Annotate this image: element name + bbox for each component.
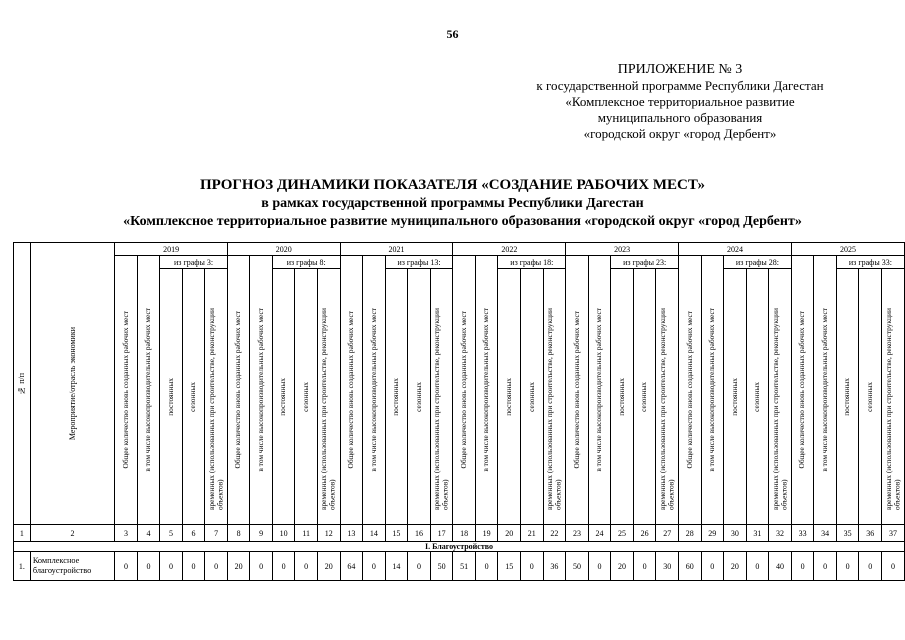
column-number: 4 [137,525,159,542]
column-number: 10 [272,525,295,542]
seasonal-jobs-header [859,269,882,525]
column-number: 30 [724,525,747,542]
permanent-jobs-header-text: постоянных [503,377,513,416]
temporary-jobs-header-text: временных (использованных при строительстве, реконструкции объектов) [544,307,563,510]
temporary-jobs-header-text: временных (использованных при строительстве, реконструкции объектов) [883,307,901,510]
column-number: 6 [182,525,205,542]
seasonal-jobs-header [182,269,205,525]
permanent-jobs-header-text: постоянных [278,377,288,416]
title-line: ПРОГНОЗ ДИНАМИКИ ПОКАЗАТЕЛЯ «СОЗДАНИЕ РАБОЧИХ МЕСТ» [199,177,706,193]
temporary-jobs-header [205,269,228,525]
seasonal-jobs-header-text: сезонных [526,381,536,412]
year-header: 2023 [566,243,679,256]
appendix-line: «Комплексное территориальное развитие [565,94,795,109]
temporary-jobs-header-text: временных (использованных при строительстве, реконструкции объектов) [319,307,337,510]
row-value: 14 [385,552,408,581]
permanent-jobs-header [272,269,295,525]
temporary-jobs-header-text: временных (использованных при строительстве, реконструкции объектов) [432,307,450,510]
permanent-jobs-header [724,269,747,525]
total-jobs-header-text: Общее количество вновь созданных рабочих мест [797,311,807,469]
column-number: 12 [317,525,340,542]
permanent-jobs-header-text: постоянных [842,377,852,416]
total-jobs-header-text: Общее количество вновь созданных рабочих мест [233,311,243,469]
column-number: 5 [160,525,183,542]
column-number: 26 [633,525,656,542]
column-number: 11 [295,525,318,542]
column-number: 1 [14,525,31,542]
seasonal-jobs-header-text: сезонных [188,381,198,412]
column-number: 20 [498,525,521,542]
high-jobs-header-text: в том числе высокопроизводительных рабочих мест [594,308,604,472]
permanent-jobs-header-text: постоянных [616,377,626,416]
from-column-header: из графы 28: [724,256,792,269]
seasonal-jobs-header [746,269,769,525]
temporary-jobs-header [881,269,904,525]
from-column-header: из графы 3: [160,256,228,269]
total-jobs-header-text: Общее количество вновь созданных рабочих мест [120,311,130,469]
total-jobs-header [115,256,137,525]
total-jobs-header-text: Общее количество вновь созданных рабочих мест [346,311,356,469]
row-value: 0 [520,552,543,581]
high-jobs-header [475,256,497,525]
total-jobs-header [340,256,362,525]
seasonal-jobs-header-text: сезонных [639,381,649,412]
row-value: 0 [881,552,904,581]
column-number: 37 [881,525,904,542]
row-value: 0 [814,552,836,581]
seasonal-jobs-header [633,269,656,525]
row-value: 20 [227,552,249,581]
row-value: 0 [295,552,318,581]
high-jobs-header-text: в том числе высокопроизводительных рабочих мест [143,308,153,472]
column-number: 3 [115,525,137,542]
year-header: 2019 [115,243,228,256]
column-number: 9 [250,525,272,542]
high-jobs-header-text: в том числе высокопроизводительных рабочих мест [707,308,717,472]
temporary-jobs-header [656,269,679,525]
column-number: 15 [385,525,408,542]
column-number: 21 [520,525,543,542]
row-value: 0 [115,552,137,581]
total-jobs-header [453,256,475,525]
row-value: 0 [746,552,769,581]
permanent-jobs-header [160,269,183,525]
col-name-header-text: Мероприятие/отрасль экономики [68,326,78,441]
row-value: 0 [633,552,656,581]
row-value: 0 [408,552,431,581]
total-jobs-header [791,256,813,525]
high-jobs-header-text: в том числе высокопроизводительных рабочих мест [819,308,829,472]
column-number: 31 [746,525,769,542]
total-jobs-header-text: Общее количество вновь созданных рабочих мест [458,311,468,469]
row-value: 0 [160,552,183,581]
temporary-jobs-header [317,269,340,525]
column-number: 32 [769,525,792,542]
column-number: 14 [363,525,385,542]
row-value: 36 [543,552,566,581]
temporary-jobs-header-text: временных (использованных при строительстве, реконструкции объектов) [770,307,789,510]
high-jobs-header-text: в том числе высокопроизводительных рабочих мест [368,308,378,472]
high-jobs-header [588,256,610,525]
section-title: I. Благоустройство [14,542,905,552]
from-column-header: из графы 23: [611,256,679,269]
row-value: 51 [453,552,475,581]
column-number: 29 [701,525,723,542]
row-value: 0 [836,552,859,581]
row-value: 30 [656,552,679,581]
seasonal-jobs-header [408,269,431,525]
column-number: 18 [453,525,475,542]
column-number: 23 [566,525,588,542]
from-column-header: из графы 13: [385,256,453,269]
row-value: 60 [679,552,701,581]
seasonal-jobs-header-text: сезонных [413,381,423,412]
row-value: 50 [430,552,453,581]
row-value: 64 [340,552,362,581]
year-header: 2020 [227,243,340,256]
high-jobs-header [814,256,836,525]
row-value: 40 [769,552,792,581]
appendix-line: «городской округ «город Дербент» [583,126,777,141]
seasonal-jobs-header-text: сезонных [300,381,310,412]
row-value: 15 [498,552,521,581]
high-jobs-header-text: в том числе высокопроизводительных рабочих мест [255,308,265,472]
from-column-header: из графы 18: [498,256,566,269]
column-number: 16 [408,525,431,542]
row-value: 0 [791,552,813,581]
temporary-jobs-header [543,269,566,525]
col-num-header-text: № п/п [17,372,27,395]
title-line: в рамках государственной программы Республики Дагестан [261,196,644,211]
temporary-jobs-header-text: временных (использованных при строительстве, реконструкции объектов) [657,307,676,510]
permanent-jobs-header [611,269,634,525]
title-line: «Комплексное территориальное развитие муниципального образования «городской округ «город Дербент» [123,214,802,229]
year-header: 2022 [453,243,566,256]
total-jobs-header [566,256,588,525]
permanent-jobs-header [498,269,521,525]
column-number: 19 [475,525,497,542]
col-num-header [14,243,31,525]
table-row [14,552,905,581]
column-number: 8 [227,525,249,542]
high-jobs-header-text: в том числе высокопроизводительных рабочих мест [481,308,491,472]
column-number: 7 [205,525,228,542]
column-number: 27 [656,525,679,542]
row-value: 0 [137,552,159,581]
row-number: 1. [14,552,31,581]
column-number: 36 [859,525,882,542]
column-number: 28 [679,525,701,542]
from-column-header: из графы 8: [272,256,340,269]
row-value: 0 [272,552,295,581]
seasonal-jobs-header-text: сезонных [864,381,874,412]
temporary-jobs-header [430,269,453,525]
permanent-jobs-header-text: постоянных [391,377,401,416]
permanent-jobs-header-text: постоянных [729,377,739,416]
column-number: 24 [588,525,610,542]
seasonal-jobs-header [520,269,543,525]
total-jobs-header-text: Общее количество вновь созданных рабочих мест [684,311,694,469]
total-jobs-header [227,256,249,525]
row-value: 0 [250,552,272,581]
appendix-line: ПРИЛОЖЕНИЕ № 3 [617,62,743,77]
high-jobs-header [363,256,385,525]
column-number: 25 [611,525,634,542]
temporary-jobs-header-text: временных (использованных при строительстве, реконструкции объектов) [206,307,225,510]
from-column-header: из графы 33: [836,256,904,269]
row-value: 0 [588,552,610,581]
total-jobs-header-text: Общее количество вновь созданных рабочих мест [571,311,581,469]
seasonal-jobs-header [295,269,318,525]
row-value: 0 [363,552,385,581]
row-value: 20 [611,552,634,581]
column-number: 33 [791,525,813,542]
row-value: 0 [475,552,497,581]
year-header: 2021 [340,243,453,256]
indicator-table [13,242,905,581]
document-title [0,176,905,231]
column-number: 13 [340,525,362,542]
permanent-jobs-header [836,269,859,525]
row-value: 20 [317,552,340,581]
row-value: 50 [566,552,588,581]
year-header: 2024 [679,243,792,256]
high-jobs-header [137,256,159,525]
temporary-jobs-header [769,269,792,525]
column-number: 35 [836,525,859,542]
appendix-line: к государственной программе Республики Дагестан [536,78,824,93]
column-number: 22 [543,525,566,542]
row-value: 0 [701,552,723,581]
year-header: 2025 [791,243,904,256]
column-number: 34 [814,525,836,542]
appendix-header [490,62,870,142]
row-name: Комплексное благоустройство [30,552,114,581]
permanent-jobs-header [385,269,408,525]
row-value: 20 [724,552,747,581]
appendix-line: муниципального образования [597,110,763,125]
row-value: 0 [182,552,205,581]
row-value: 0 [205,552,228,581]
total-jobs-header [679,256,701,525]
row-value: 0 [859,552,882,581]
seasonal-jobs-header-text: сезонных [752,381,762,412]
column-number: 17 [430,525,453,542]
col-name-header [30,243,114,525]
permanent-jobs-header-text: постоянных [165,377,175,416]
column-number: 2 [30,525,114,542]
high-jobs-header [701,256,723,525]
high-jobs-header [250,256,272,525]
page-number: 56 [446,27,459,41]
